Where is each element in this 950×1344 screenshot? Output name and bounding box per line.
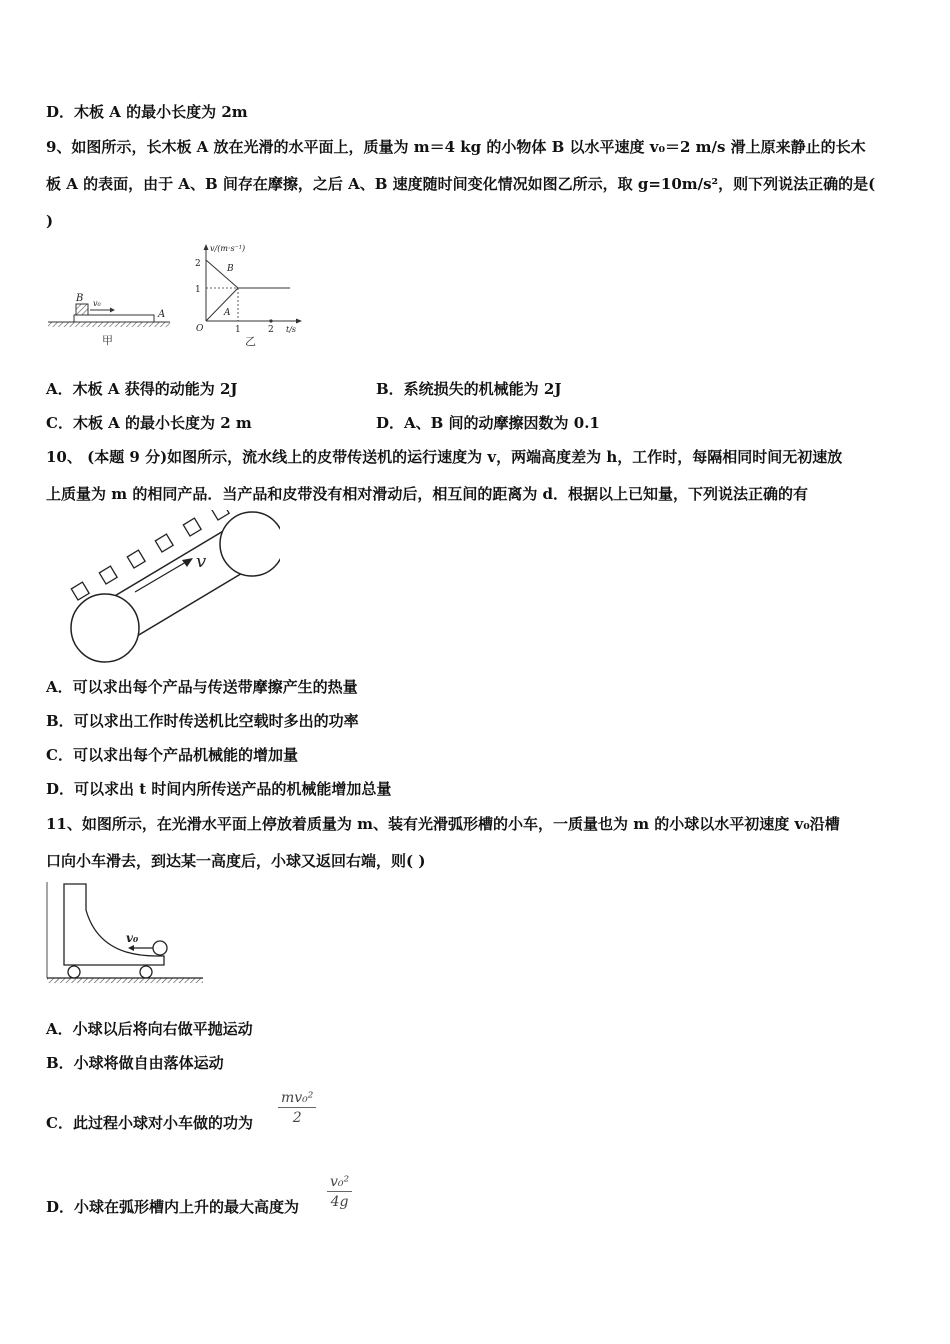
- q9-figure-jia: [44, 290, 174, 352]
- v0-label: v₀: [126, 931, 139, 945]
- x-axis-label: t/s: [286, 325, 297, 334]
- origin-label: O: [196, 324, 204, 334]
- product-box: [99, 566, 117, 584]
- y-tick-1: 1: [195, 285, 201, 295]
- cart-wheel-right: [140, 966, 152, 978]
- q10-stem-line2: 上质量为 m 的相同产品．当产品和皮带没有相对滑动后，相互间的距离为 d．根据以上已知量，下列说法正确的有: [46, 485, 809, 503]
- product-box: [155, 534, 173, 552]
- q11-option-c: C．此过程小球对小车做的功为: [46, 1114, 253, 1132]
- fig-yi-caption: 乙: [245, 335, 256, 348]
- fraction-denominator: 2: [292, 1110, 302, 1126]
- q9-stem-line1: 9、如图所示，长木板 A 放在光滑的水平面上，质量为 m＝4 kg 的小物体 B 以水平速度 v₀＝2 m/s 滑上原来静止的长木: [46, 138, 866, 156]
- tick-dot-2: [269, 319, 272, 322]
- line-a-label: A: [224, 308, 231, 318]
- q11-option-d-fraction: [327, 1174, 352, 1210]
- velocity-arrow-head: [182, 558, 193, 567]
- velocity-label: v: [196, 551, 207, 572]
- q11-option-a: A．小球以后将向右做平抛运动: [46, 1020, 253, 1038]
- q10-option-c: C．可以求出每个产品机械能的增加量: [46, 746, 298, 764]
- velocity-arrow: [135, 562, 186, 592]
- q9-option-b: B．系统损失的机械能为 2J: [376, 380, 562, 398]
- arrow-head: [110, 308, 115, 313]
- x-tick-2: 2: [268, 325, 274, 335]
- roller-left: [71, 594, 139, 662]
- q9-option-a: A．木板 A 获得的动能为 2J: [46, 380, 238, 398]
- q9-stem-line2: 板 A 的表面，由于 A、B 间存在摩擦，之后 A、B 速度随时间变化情况如图乙所示，取 g=10m/s²，则下列说法正确的是(: [46, 175, 876, 193]
- product-box: [211, 510, 229, 520]
- q10-conveyor-figure: [60, 510, 280, 665]
- q11-option-d: D．小球在弧形槽内上升的最大高度为: [46, 1198, 300, 1216]
- x-axis-arrow: [296, 319, 302, 324]
- q11-cart-figure: [44, 880, 209, 990]
- product-box: [183, 518, 201, 536]
- roller-right: [220, 512, 280, 576]
- v0-label: v₀: [93, 299, 101, 308]
- ball: [153, 941, 167, 955]
- fraction-numerator: mv₀²: [278, 1090, 316, 1108]
- q11-stem-line2: 口向小车滑去，到达某一高度后，小球又返回右端，则( ): [46, 852, 426, 870]
- q11-stem-line1: 11、如图所示，在光滑水平面上停放着质量为 m、装有光滑弧形槽的小车，一质量也为 m 的小球以水平初速度 v₀沿槽: [46, 815, 840, 833]
- ground-hatch: [48, 322, 170, 327]
- line-a: [206, 288, 238, 321]
- product-box: [127, 550, 145, 568]
- fraction-denominator: 4g: [330, 1194, 349, 1210]
- product-box: [71, 582, 89, 600]
- ball-velocity-arrow-head: [128, 945, 134, 951]
- belt-top: [98, 521, 240, 606]
- y-axis-label: v/(m·s⁻¹): [210, 244, 246, 253]
- y-tick-2: 2: [195, 259, 201, 269]
- q10-option-b: B．可以求出工作时传送机比空载时多出的功率: [46, 712, 359, 730]
- q9-figure-yi: [190, 241, 310, 351]
- fig-jia-caption: 甲: [102, 334, 113, 347]
- q9-stem-line3: ): [46, 212, 54, 230]
- board-a-label: A: [158, 309, 166, 320]
- q8-option-d: D．木板 A 的最小长度为 2m: [46, 103, 248, 121]
- block-b: [76, 304, 88, 315]
- q10-stem-line1: 10、 (本题 9 分)如图所示，流水线上的皮带传送机的运行速度为 v，两端高度差为 h，工作时，每隔相同时间无初速放: [46, 448, 843, 466]
- q10-option-a: A．可以求出每个产品与传送带摩擦产生的热量: [46, 678, 358, 696]
- fraction-numerator: v₀²: [327, 1174, 352, 1192]
- q11-option-b: B．小球将做自由落体运动: [46, 1054, 224, 1072]
- q9-option-c: C．木板 A 的最小长度为 2 m: [46, 414, 252, 432]
- cart-body: [64, 884, 164, 965]
- ground-hatch: [47, 978, 203, 983]
- cart-wheel-left: [68, 966, 80, 978]
- y-axis-arrow: [204, 244, 209, 250]
- block-b-label: B: [76, 293, 84, 304]
- x-tick-1: 1: [235, 325, 241, 335]
- q10-option-d: D．可以求出 t 时间内所传送产品的机械能增加总量: [46, 780, 392, 798]
- line-b-label: B: [227, 264, 234, 274]
- q9-option-d: D．A、B 间的动摩擦因数为 0.1: [376, 414, 600, 432]
- board-a: [74, 315, 154, 322]
- q11-option-c-fraction: [278, 1090, 316, 1126]
